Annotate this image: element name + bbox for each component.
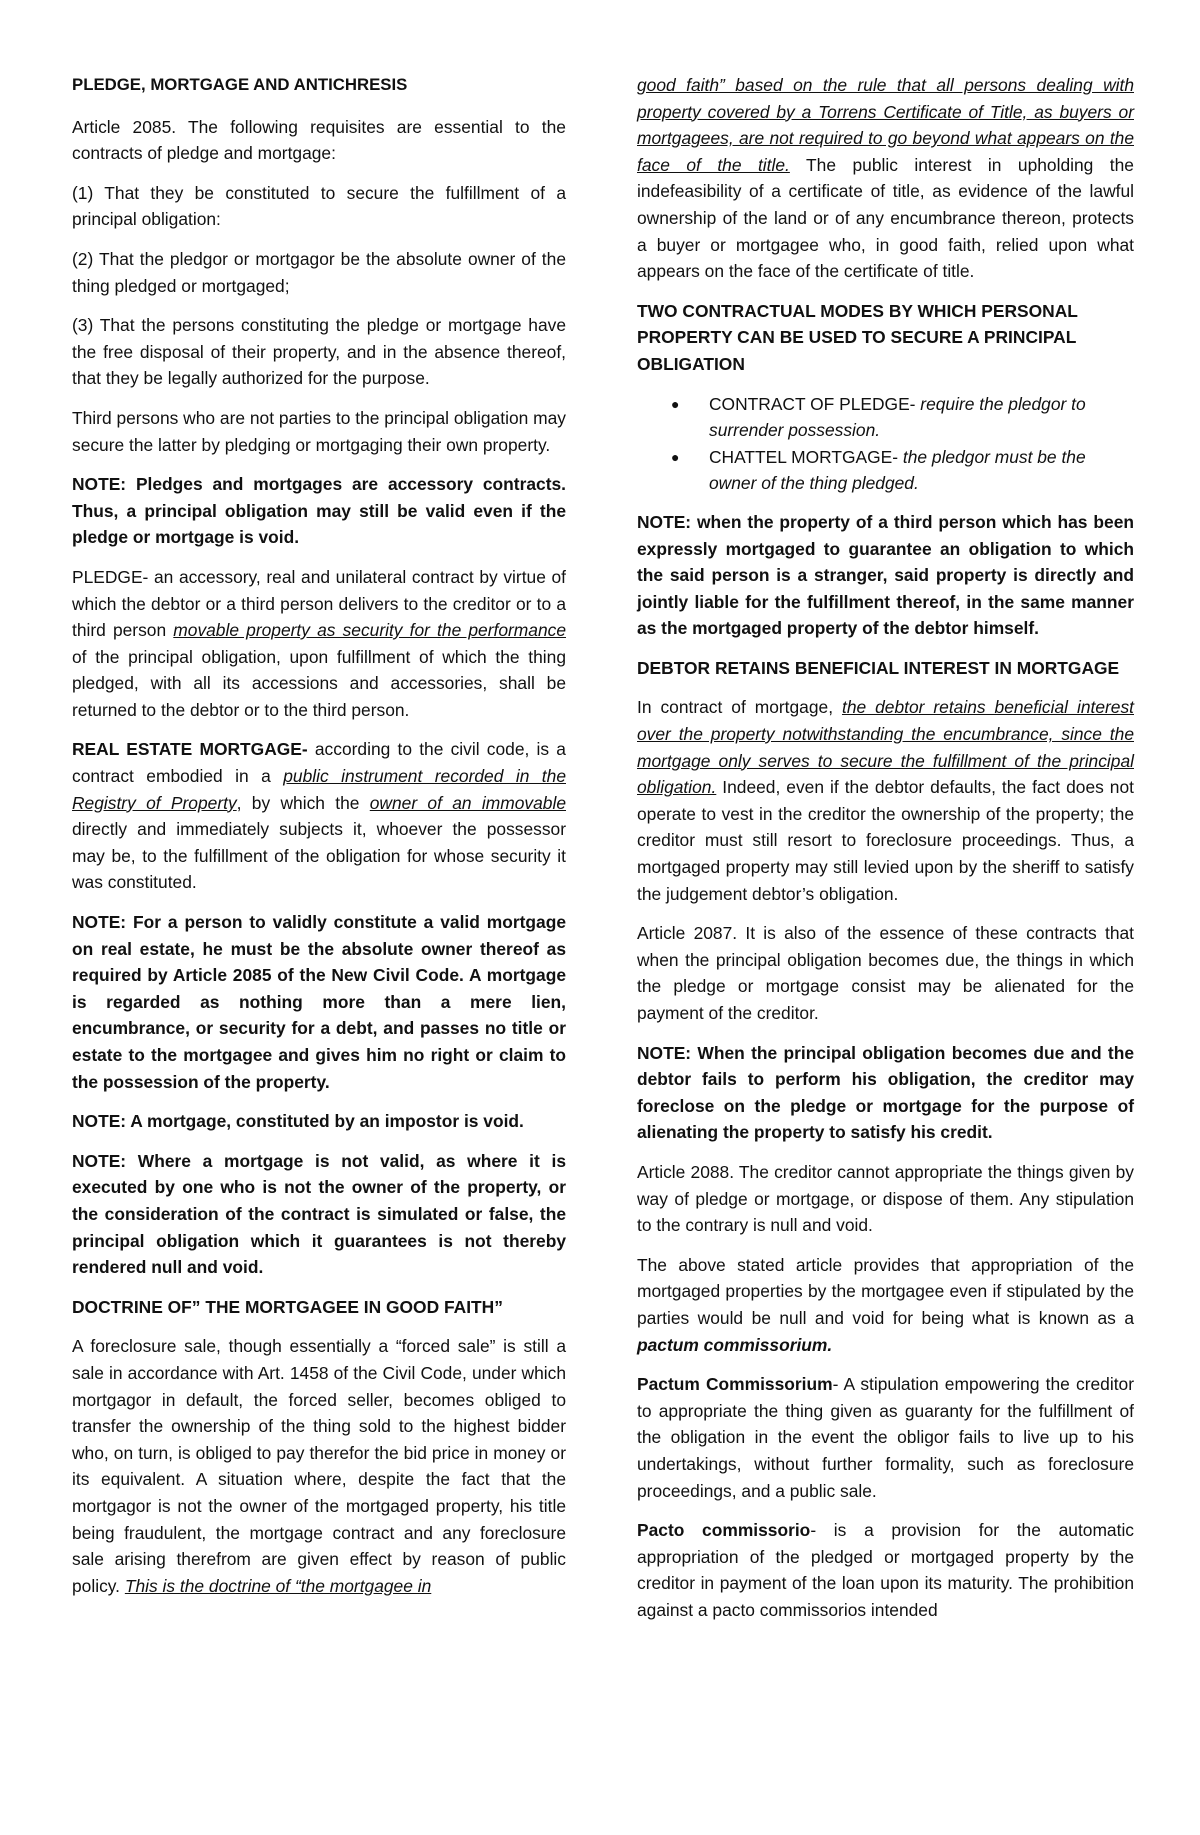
rem-text-a: according to the civil code, is a contract embodied in a xyxy=(72,739,566,787)
pacto-commissorio-label: Pacto commissorio xyxy=(637,1520,811,1541)
debtor-text-a: In contract of mortgage, xyxy=(637,697,842,718)
rem-text-c: directly and immediately subjects it, whoever the possessor may be, to the fulfillment of the obligation for whose security it was constituted. xyxy=(72,819,566,893)
pacto-commissorio-text: - is a provision for the automatic appropriation of the pledged or mortgaged property by the creditor in payment of the loan upon its maturity. The prohibition against a pacto commissorios intended xyxy=(637,1520,1134,1620)
contractual-modes-list xyxy=(637,391,1134,497)
doctrine-text: A foreclosure sale, though essentially a “forced sale” is still a sale in accordance with Art. 1458 of the Civil Code, under which mortgagor in default, the forced seller, becomes obliged to transfer the ownership of the thing sold to the highest bidder who, on turn, is obliged to pay therefor the bid price in money or its equivalent. A situation where, despite the fact that the mortgagor is not the owner of the mortgaged property, his title being fraudulent, the mortgage contract and any foreclosure sale arising therefrom are given effect by reason of public policy. xyxy=(72,1336,566,1596)
doctrine-continuation-text: The public interest in upholding the indefeasibility of a certificate of title, as evidence of the lawful ownership of the land or of any encumbrance thereon, protects a buyer or mortgagee who, in good faith, relied upon what appears on the face of the certificate of title. xyxy=(637,154,1134,282)
doctrine-paragraph xyxy=(72,1333,566,1599)
pledge-definition xyxy=(72,564,566,724)
doctrine-continuation-underlined: good faith” based on the rule that all persons dealing with property covered by a Torrens Certificate of Title, as buyers or mortgagees, are not required to go beyond what appears on the face of the title. xyxy=(637,75,1134,175)
requisite-2: (2) That the pledgor or mortgagor be the absolute owner of the thing pledged or mortgaged; xyxy=(72,248,566,296)
pledge-text-b: of the principal obligation, upon fulfillment of which the thing pledged, with all its accessions and accessories, shall be returned to the debtor or to the third person. xyxy=(72,646,566,720)
article-2085 xyxy=(72,114,566,167)
bullet-icon: ● xyxy=(671,448,680,465)
article-2085-label: Article 2085. xyxy=(72,116,177,137)
note-absolute-owner: NOTE: For a person to validly constitute a valid mortgage on real estate, he must be the absolute owner thereof as required by Article 2085 of the New Civil Code. A mortgage is regarded as nothing more than a mere lien, encumbrance, or security for a debt, and passes no title or estate to the mortgagee and gives him no right or claim to the possession of the property. xyxy=(72,912,566,1092)
rem-underlined-1: public instrument recorded in the Registry of Property xyxy=(72,766,566,813)
third-persons-paragraph: Third persons who are not parties to the principal obligation may secure the latter by pledging or mortgaging their own property. xyxy=(72,407,566,455)
note-mortgage-not-valid: NOTE: Where a mortgage is not valid, as where it is executed by one who is not the owner of the property, or the consideration of the contract is simulated or false, the principal obligation which it guarantees is not thereby rendered null and void. xyxy=(72,1150,566,1278)
pactum-commissorium-label: Pactum Commissorium xyxy=(637,1374,833,1395)
pactum-term: pactum commissorium. xyxy=(637,1334,833,1355)
requisite-1: (1) That they be constituted to secure the fulfillment of a principal obligation: xyxy=(72,182,566,230)
requisite-3: (3) That the persons constituting the pledge or mortgage have the free disposal of their property, and in the absence thereof, that they be legally authorized for the purpose. xyxy=(72,315,566,389)
contract-of-pledge-text: require the pledgor to surrender possession. xyxy=(709,393,1086,441)
doctrine-underlined: This is the doctrine of “the mortgagee in xyxy=(124,1575,432,1596)
rem-label: REAL ESTATE MORTGAGE- xyxy=(72,739,308,760)
pactum-commissorium-text: - A stipulation empowering the creditor to appropriate the thing given as guaranty for the fulfillment of the obligation in the event the obligor fails to live up to his undertakings, without further formality, such as foreclosure proceedings, and a public sale. xyxy=(637,1374,1134,1501)
pledge-underlined: movable property as security for the performance xyxy=(173,620,566,641)
contract-of-pledge-label: CONTRACT OF PLEDGE- xyxy=(709,393,916,414)
chattel-mortgage-text: the pledgor must be the owner of the thing pledged. xyxy=(709,446,1086,494)
rem-text-b: , by which the xyxy=(236,792,370,813)
doctrine-continuation xyxy=(637,72,1134,285)
list-item-chattel-mortgage xyxy=(671,444,1134,497)
pledge-text-a: PLEDGE- an accessory, real and unilateral contract by virtue of which the debtor or a third person delivers to the creditor or to a third person xyxy=(72,566,566,641)
note-impostor: NOTE: A mortgage, constituted by an impostor is void. xyxy=(72,1111,524,1132)
pacto-commissorio-definition xyxy=(637,1517,1134,1623)
document-title: PLEDGE, MORTGAGE AND ANTICHRESIS xyxy=(72,75,408,94)
pactum-explanation xyxy=(637,1252,1134,1358)
real-estate-mortgage-definition xyxy=(72,736,566,896)
note-accessory-contracts: NOTE: Pledges and mortgages are accessory contracts. Thus, a principal obligation may still be valid even if the pledge or mortgage is void. xyxy=(72,474,566,548)
debtor-beneficial-interest-paragraph xyxy=(637,694,1134,907)
doctrine-heading: DOCTRINE OF” THE MORTGAGEE IN GOOD FAITH” xyxy=(72,1296,503,1317)
note-obligation-due: NOTE: When the principal obligation becomes due and the debtor fails to perform his obligation, the creditor may foreclose on the pledge or mortgage for the purpose of alienating the property to satisfy his credit. xyxy=(637,1042,1134,1143)
bullet-icon: ● xyxy=(671,395,680,412)
contractual-modes-heading: TWO CONTRACTUAL MODES BY WHICH PERSONAL PROPERTY CAN BE USED TO SECURE A PRINCIPAL OBLIGATION xyxy=(637,300,1078,374)
list-item-contract-of-pledge xyxy=(671,391,1134,444)
article-2085-text: The following requisites are essential to the contracts of pledge and mortgage: xyxy=(72,116,566,164)
rem-underlined-2: owner of an immovable xyxy=(369,792,566,813)
right-column xyxy=(637,72,1134,1636)
pactum-commissorium-definition xyxy=(637,1371,1134,1504)
debtor-underlined: the debtor retains beneficial interest over the property notwithstanding the encumbrance, since the mortgage only serves to secure the fulfillment of the principal obligation. xyxy=(637,697,1134,798)
note-third-person-property: NOTE: when the property of a third person which has been expressly mortgaged to guarantee an obligation to which the said person is a stranger, said property is directly and jointly liable for the fulfillment thereof, in the same manner as the mortgaged property of the debtor himself. xyxy=(637,511,1134,639)
left-column xyxy=(72,72,566,1612)
article-2088: Article 2088. The creditor cannot appropriate the things given by way of pledge or mortgage, or dispose of them. Any stipulation to the contrary is null and void. xyxy=(637,1161,1134,1236)
debtor-text-b: Indeed, even if the debtor defaults, the fact does not operate to vest in the creditor the ownership of the property; the creditor must still resort to foreclosure proceedings. Thus, a mortgaged property may still levied upon by the sheriff to satisfy the judgement debtor’s obligation. xyxy=(637,777,1134,904)
debtor-beneficial-interest-heading: DEBTOR RETAINS BENEFICIAL INTEREST IN MORTGAGE xyxy=(637,657,1120,678)
article-2087: Article 2087. It is also of the essence of these contracts that when the principal obligation becomes due, the things in which the pledge or mortgage consist may be alienated for the payment of the creditor. xyxy=(637,923,1134,1023)
pactum-explanation-text: The above stated article provides that appropriation of the mortgaged properties by the mortgagee even if stipulated by the parties would be null and void for being what is known as a xyxy=(637,1254,1134,1328)
chattel-mortgage-label: CHATTEL MORTGAGE- xyxy=(709,446,899,467)
